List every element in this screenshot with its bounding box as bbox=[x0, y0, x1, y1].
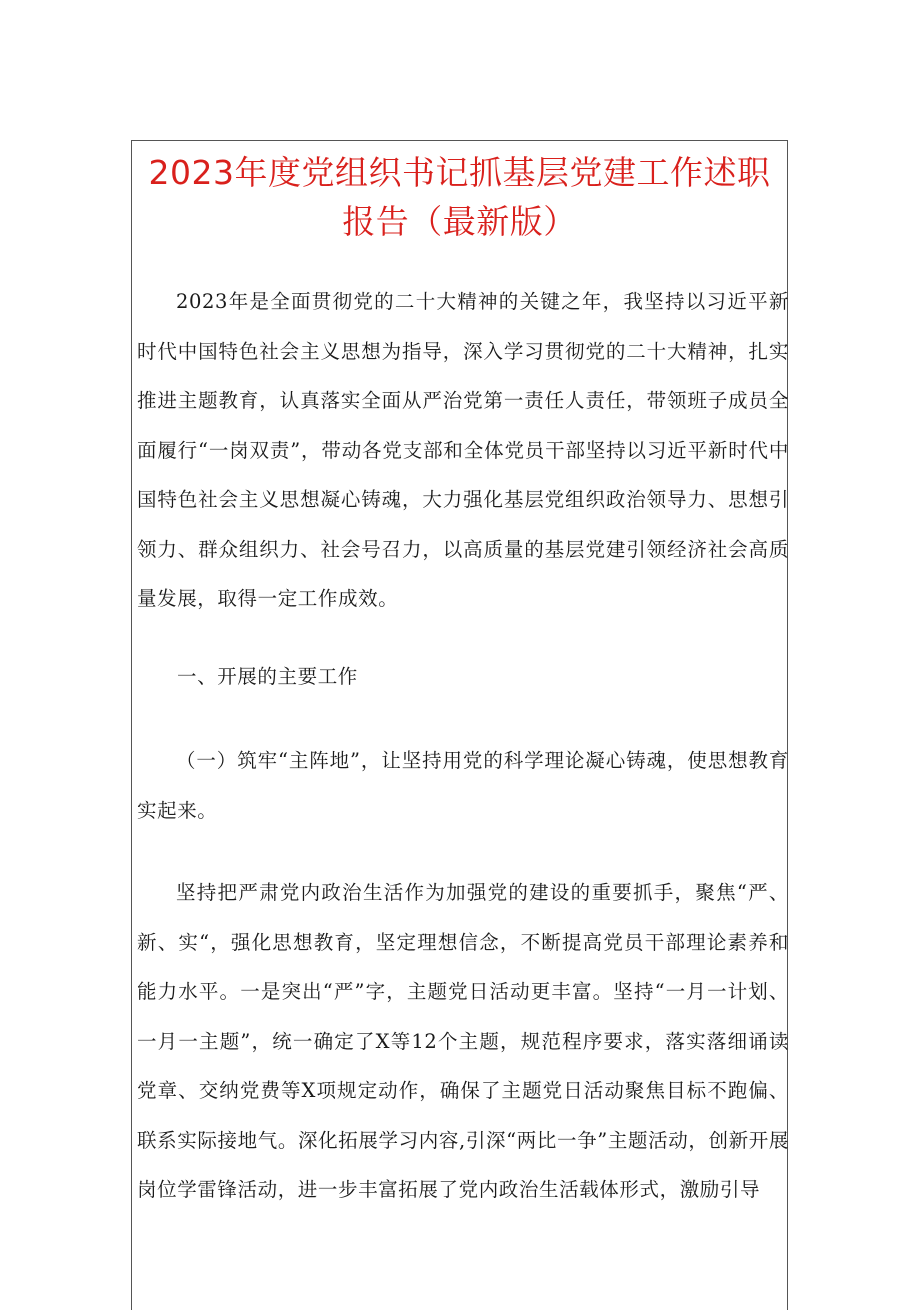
body-paragraph: 坚持把严肃党内政治生活作为加强党的建设的重要抓手，聚焦“严、新、实“，强化思想教育，坚定理想信念，不断提高党员干部理论素养和能力水平。一是突出“严”字，主题党日活动更丰富。坚持“一月一计划、一月一主题”，统一确定了X等12个主题，规范程序要求，落实落细诵读党章、交纳党费等X项规定动作，确保了主题党日活动聚焦目标不跑偏、联系实际接地气。深化拓展学习内容,引深“两比一争”主题活动，创新开展岗位学雷锋活动，进一步丰富拓展了党内政治生活载体形式，激励引导 bbox=[137, 881, 789, 1201]
intro-paragraph: 2023年是全面贯彻党的二十大精神的关键之年，我坚持以习近平新时代中国特色社会主义思想为指导，深入学习贯彻党的二十大精神，扎实推进主题教育，认真落实全面从严治党第一责任人责任，带领班子成员全面履行“一岗双责”，带动各党支部和全体党员干部坚持以习近平新时代中国特色社会主义思想凝心铸魂，大力强化基层党组织政治领导力、思想引领力、群众组织力、社会号召力，以高质量的基层党建引领经济社会高质量发展，取得一定工作成效。 bbox=[137, 290, 789, 610]
section-heading: 一、开展的主要工作 bbox=[177, 665, 358, 688]
document-title-line-2: 报告（最新版） bbox=[342, 202, 577, 241]
subsection-heading: （一）筑牢“主阵地”，让坚持用党的科学理论凝心铸魂，使思想教育实起来。 bbox=[137, 749, 789, 822]
document-title-line-1: 2023年度党组织书记抓基层党建工作述职 bbox=[148, 153, 771, 192]
